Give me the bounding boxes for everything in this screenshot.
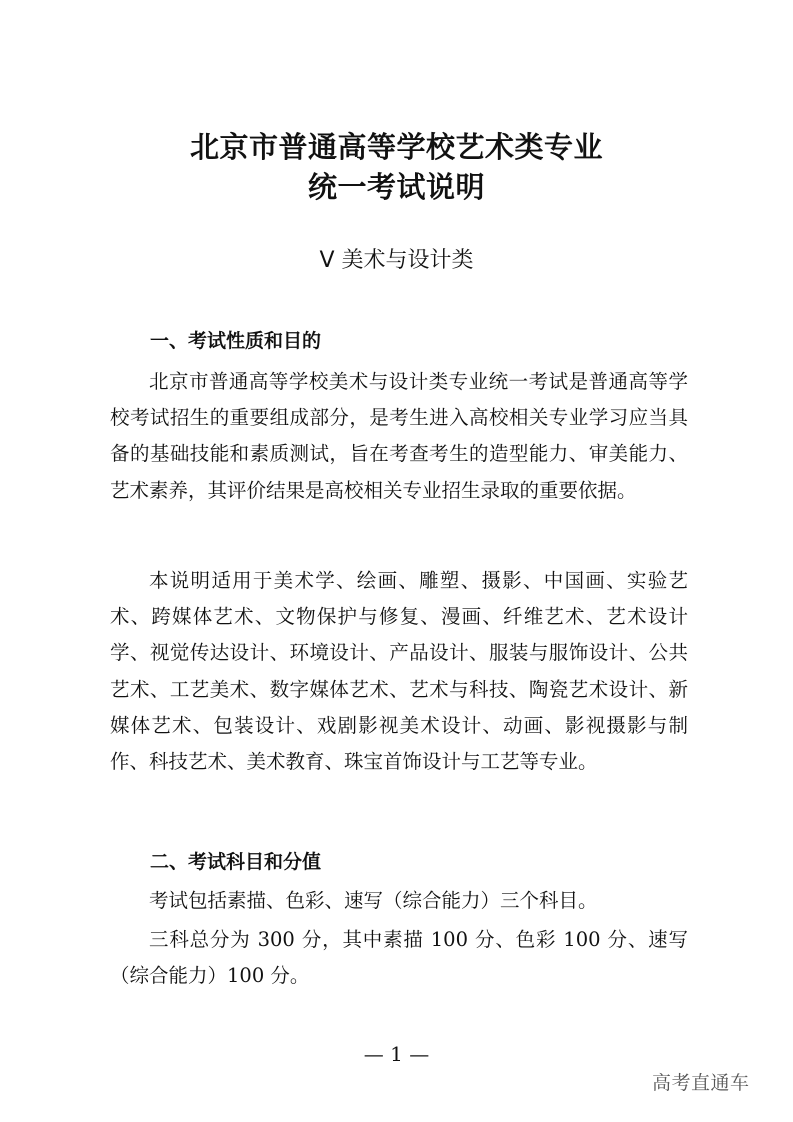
page-number: — 1 — bbox=[363, 1042, 430, 1066]
section-heading-subjects-scores: 二、考试科目和分值 bbox=[150, 851, 322, 873]
paragraph-subjects: 考试包括素描、色彩、速写（综合能力）三个科目。 bbox=[149, 889, 598, 912]
section-heading-nature-purpose: 一、考试性质和目的 bbox=[150, 330, 322, 352]
paragraph-scores: 三科总分为 300 分，其中素描 100 分、色彩 100 分、速写（综合能力）100 分。 bbox=[110, 928, 688, 988]
document-subtitle: V 美术与设计类 bbox=[319, 248, 474, 273]
paragraph-applicable-majors: 本说明适用于美术学、绘画、雕塑、摄影、中国画、实验艺术、跨媒体艺术、文物保护与修复、漫画、纤维艺术、艺术设计学、视觉传达设计、环境设计、产品设计、服装与服饰设计、公共艺术、工艺美术、数字媒体艺术、艺术与科技、陶瓷艺术设计、新媒体艺术、包装设计、戏剧影视美术设计、动画、影视摄影与制作、科技艺术、美术教育、珠宝首饰设计与工艺等专业。 bbox=[110, 569, 688, 774]
paragraph-nature-purpose: 北京市普通高等学校美术与设计类专业统一考试是普通高等学校考试招生的重要组成部分，是考生进入高校相关专业学习应当具备的基础技能和素质测试，旨在考查考生的造型能力、审美能力、艺术素养，其评价结果是高校相关专业招生录取的重要依据。 bbox=[110, 370, 688, 502]
document-title-line2: 统一考试说明 bbox=[307, 170, 485, 204]
watermark-text: 高考直通车 bbox=[652, 1072, 750, 1094]
document-title-line1: 北京市普通高等学校艺术类专业 bbox=[189, 130, 603, 164]
